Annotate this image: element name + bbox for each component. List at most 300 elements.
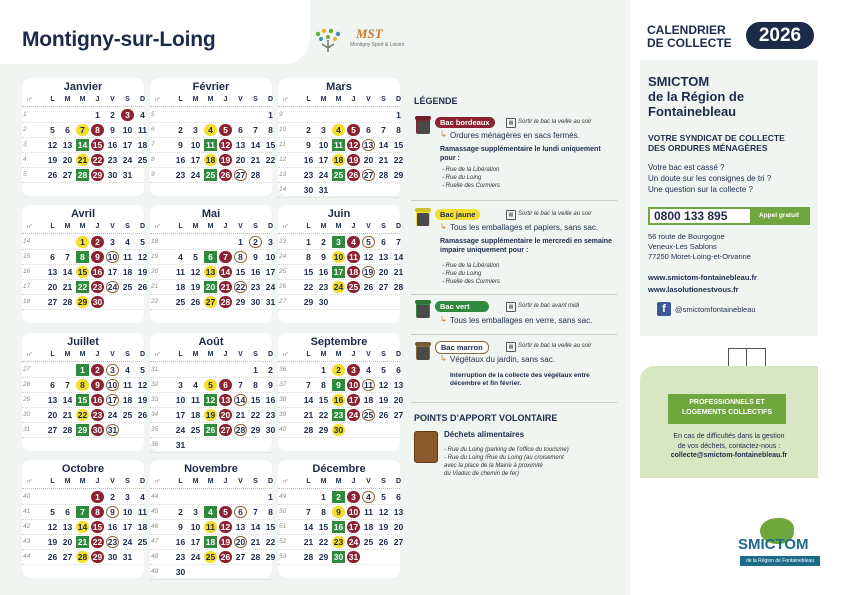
day-cell: 22	[303, 282, 314, 292]
day-cell: 15	[77, 395, 88, 405]
day-cell: 24	[107, 282, 118, 292]
week-row	[278, 535, 404, 550]
day-cell: 30	[333, 552, 344, 562]
day-cell: 14	[77, 522, 88, 532]
day-cell: 18	[333, 155, 344, 165]
week-row	[22, 138, 148, 153]
day-cell: 15	[77, 267, 88, 277]
day-cell: 2	[332, 364, 345, 376]
divider	[411, 334, 617, 335]
weekday-header	[278, 351, 400, 362]
day-cell: 6	[204, 251, 217, 263]
day-cell: 21	[220, 282, 231, 292]
day-cell: 23	[175, 552, 186, 562]
weekday-label: V	[366, 96, 371, 103]
day-cell: 15	[265, 522, 276, 532]
day-cell: 26	[205, 425, 216, 435]
week-number: 14	[279, 186, 287, 193]
week-row	[278, 393, 404, 408]
week-number: 1	[23, 111, 27, 118]
day-cell: 10	[333, 252, 344, 262]
day-cell: 23	[318, 282, 329, 292]
apport-title: POINTS D’APPORT VOLONTAIRE	[414, 413, 558, 423]
week-row	[278, 423, 400, 438]
day-cell: 12	[47, 522, 58, 532]
day-cell: 30	[318, 297, 329, 307]
page-title: Montigny-sur-Loing	[22, 28, 216, 51]
weekday-label: n°	[282, 224, 289, 230]
day-cell: 28	[250, 170, 261, 180]
day-cell: 13	[47, 267, 58, 277]
day-cell: 28	[235, 425, 246, 435]
day-cell: 16	[92, 395, 103, 405]
day-cell: 29	[303, 297, 314, 307]
day-cell: 30	[107, 552, 118, 562]
day-cell: 18	[205, 155, 216, 165]
week-number: 17	[23, 283, 31, 290]
day-cell: 5	[219, 124, 232, 136]
day-cell: 20	[363, 155, 374, 165]
day-cell: 9	[306, 140, 311, 150]
week-row	[22, 250, 148, 265]
day-cell: 8	[321, 380, 326, 390]
day-cell: 9	[91, 251, 104, 263]
month-name: Mai	[201, 208, 221, 220]
day-cell: 17	[265, 267, 276, 277]
weekday-label: n°	[26, 97, 33, 103]
month-card	[278, 460, 404, 578]
day-cell: 31	[265, 297, 276, 307]
week-row	[150, 423, 276, 438]
weekday-label: L	[306, 478, 311, 485]
arrow-icon: ↳	[440, 130, 447, 139]
weekday-label: S	[253, 96, 258, 103]
legend-pill-jaune: Bac jaune	[435, 209, 480, 220]
day-cell: 23	[92, 282, 103, 292]
week-number: 40	[23, 493, 31, 500]
smictom-tagline-1: VOTRE SYNDICAT DE COLLECTE	[648, 133, 785, 143]
day-cell: 7	[76, 124, 89, 136]
day-cell: 12	[348, 140, 359, 150]
day-cell: 9	[178, 522, 183, 532]
day-cell: 3	[110, 237, 115, 247]
street-2: - Rue du Loing	[442, 271, 482, 277]
facebook-handle[interactable]: @smictomfontainebleau	[675, 305, 756, 314]
day-cell: 30	[92, 425, 103, 435]
day-cell: 15	[318, 395, 329, 405]
week-row	[278, 363, 400, 378]
weekday-label: V	[110, 223, 115, 230]
weekday-label: J	[223, 96, 228, 103]
calendar-icon: ▦	[506, 302, 516, 312]
week-row	[278, 550, 400, 565]
day-cell: 29	[393, 170, 404, 180]
month-card	[22, 205, 148, 323]
weekday-label: M	[320, 223, 327, 230]
day-cell: 29	[235, 297, 246, 307]
day-cell: 23	[107, 537, 118, 547]
week-row	[22, 295, 144, 310]
week-number: 32	[151, 381, 159, 388]
week-row	[278, 265, 404, 280]
week-number: 11	[279, 141, 286, 148]
weekday-label: L	[306, 96, 311, 103]
day-cell: 9	[332, 379, 345, 391]
day-cell: 11	[123, 380, 132, 390]
day-cell: 11	[176, 267, 185, 277]
weekday-label: M	[207, 96, 214, 103]
week-row	[150, 490, 272, 505]
weekday-header	[150, 351, 272, 362]
day-cell: 15	[92, 140, 103, 150]
day-cell: 1	[321, 365, 326, 375]
smictom-tagline	[648, 133, 785, 153]
day-cell: 20	[220, 410, 231, 420]
weekday-label: M	[207, 223, 214, 230]
weekday-label: D	[395, 223, 402, 230]
weekday-header	[278, 96, 400, 107]
day-cell: 10	[107, 252, 118, 262]
day-cell: 24	[348, 537, 359, 547]
legend-desc-marron: Végétaux du jardin, sans sac.	[450, 355, 555, 364]
day-cell: 14	[62, 395, 73, 405]
day-cell: 24	[107, 410, 118, 420]
day-cell: 11	[364, 507, 373, 517]
week-number: 22	[151, 298, 159, 305]
day-cell: 27	[62, 170, 73, 180]
day-cell: 24	[175, 425, 186, 435]
day-cell: 19	[205, 410, 216, 420]
week-row	[278, 505, 404, 520]
apport-line-1: - Rue du Loing (parking de l’office du tourisme)	[444, 447, 569, 453]
weekday-label: M	[79, 96, 86, 103]
divider	[411, 294, 617, 295]
day-cell: 16	[92, 267, 103, 277]
weekday-label: L	[50, 96, 55, 103]
day-cell: 1	[396, 110, 401, 120]
day-cell: 20	[378, 267, 389, 277]
weekday-label: J	[95, 478, 100, 485]
day-cell: 8	[306, 252, 311, 262]
address-line-2: Veneux-Les Sablons	[648, 242, 717, 251]
week-row	[22, 363, 144, 378]
day-cell: 6	[65, 507, 70, 517]
day-cell: 3	[347, 364, 360, 376]
day-cell: 22	[92, 537, 103, 547]
month-card	[278, 205, 404, 323]
day-cell: 23	[92, 410, 103, 420]
day-cell: 8	[76, 251, 89, 263]
calendar-icon: ▦	[506, 118, 516, 128]
week-row	[278, 183, 400, 198]
month-name: Juillet	[67, 336, 99, 348]
apport-line-3: avec la place de la Mairie à proximité	[444, 463, 543, 469]
day-cell: 21	[77, 155, 88, 165]
day-cell: 11	[206, 140, 215, 150]
facebook-icon[interactable]: f	[657, 302, 671, 316]
week-row	[278, 280, 404, 295]
week-number: 44	[151, 493, 159, 500]
weekday-label: D	[395, 96, 402, 103]
weekday-label: L	[306, 223, 311, 230]
day-cell: 18	[205, 537, 216, 547]
green-bin-icon	[416, 302, 430, 318]
bordeaux-bin-icon	[416, 118, 430, 134]
weekday-label: D	[139, 223, 146, 230]
day-cell: 28	[250, 552, 261, 562]
pro-text-2: de vos déchets, contactez-nous :	[677, 442, 781, 450]
day-cell: 22	[318, 410, 329, 420]
weekday-label: D	[395, 478, 402, 485]
day-cell: 18	[122, 395, 133, 405]
day-cell: 20	[62, 537, 73, 547]
weekday-label: V	[238, 351, 243, 358]
day-cell: 15	[318, 522, 329, 532]
day-cell: 10	[265, 252, 276, 262]
weekday-label: D	[267, 351, 274, 358]
day-cell: 29	[92, 552, 103, 562]
day-cell: 28	[62, 297, 73, 307]
day-cell: 19	[137, 395, 148, 405]
weekday-label: S	[253, 351, 258, 358]
day-cell: 22	[318, 537, 329, 547]
partner-logo-text: MST	[356, 26, 383, 41]
day-cell: 26	[47, 552, 58, 562]
month-card	[278, 78, 404, 196]
weekday-label: J	[223, 478, 228, 485]
day-cell: 1	[95, 110, 100, 120]
day-cell: 23	[333, 537, 344, 547]
pro-banner	[668, 394, 786, 424]
day-cell: 14	[393, 252, 404, 262]
month-card	[150, 205, 276, 323]
calendar-heading	[647, 24, 732, 50]
week-row	[278, 250, 404, 265]
week-number: 27	[23, 366, 31, 373]
weekday-label: M	[207, 351, 214, 358]
day-cell: 24	[122, 155, 133, 165]
day-cell: 29	[250, 425, 261, 435]
legend-title: LÉGENDE	[414, 96, 458, 106]
day-cell: 17	[175, 410, 186, 420]
day-cell: 9	[321, 252, 326, 262]
day-cell: 4	[125, 237, 130, 247]
pro-email[interactable]: collecte@smictom-fontainebleau.fr	[670, 452, 788, 459]
websites	[648, 272, 757, 296]
week-number: 52	[279, 538, 287, 545]
weekday-label: J	[95, 223, 100, 230]
month-name: Septembre	[310, 336, 368, 348]
month-card	[22, 333, 148, 451]
day-cell: 22	[235, 282, 246, 292]
week-row	[150, 235, 272, 250]
week-row	[22, 505, 147, 520]
day-cell: 20	[235, 537, 246, 547]
day-cell: 7	[65, 252, 70, 262]
day-cell: 3	[106, 364, 119, 376]
day-cell: 1	[268, 110, 273, 120]
day-cell: 5	[50, 507, 55, 517]
weekday-label: M	[192, 478, 199, 485]
weekday-label: S	[125, 96, 130, 103]
legend-desc-vert: Tous les emballages en verre, sans sac.	[450, 316, 593, 325]
week-row	[22, 123, 147, 138]
day-cell: 10	[190, 140, 201, 150]
day-cell: 7	[253, 125, 258, 135]
street-1: - Rue de la Libération	[442, 263, 500, 269]
day-cell: 27	[205, 297, 216, 307]
day-cell: 25	[205, 552, 216, 562]
day-cell: 11	[364, 380, 373, 390]
day-cell: 5	[193, 252, 198, 262]
weekday-label: L	[50, 223, 55, 230]
month-name: Juin	[327, 208, 351, 220]
day-cell: 1	[253, 365, 258, 375]
weekday-label: V	[238, 223, 243, 230]
day-cell: 16	[318, 267, 329, 277]
day-cell: 25	[190, 425, 201, 435]
week-number: 49	[279, 493, 287, 500]
calendar-heading-line-1: CALENDRIER	[647, 23, 726, 37]
day-cell: 19	[137, 267, 148, 277]
day-cell: 13	[62, 140, 73, 150]
day-cell: 8	[321, 507, 326, 517]
calendar-heading-line-2: DE COLLECTE	[647, 36, 732, 50]
weekday-label: V	[366, 478, 371, 485]
day-cell: 3	[178, 380, 183, 390]
smictom-logo-text: SMICTOM	[738, 536, 809, 553]
day-cell: 28	[393, 282, 404, 292]
weekday-label: L	[178, 478, 183, 485]
day-cell: 21	[378, 155, 389, 165]
weekday-label: D	[267, 478, 274, 485]
week-row	[22, 378, 148, 393]
day-cell: 2	[332, 491, 345, 503]
day-cell: 17	[348, 522, 359, 532]
day-cell: 5	[362, 236, 375, 248]
week-number: 30	[23, 411, 31, 418]
day-cell: 28	[378, 170, 389, 180]
day-cell: 4	[178, 252, 183, 262]
week-number: 38	[279, 396, 287, 403]
day-cell: 21	[77, 537, 88, 547]
week-number: 10	[279, 126, 287, 133]
website-link-1[interactable]: www.smictom-fontainebleau.fr	[648, 273, 757, 282]
weekday-label: M	[64, 96, 71, 103]
day-cell: 3	[268, 237, 273, 247]
phone-box[interactable]	[648, 207, 810, 225]
day-cell: 3	[193, 125, 198, 135]
week-row	[22, 423, 144, 438]
street-1: - Rue de la Libération	[442, 167, 500, 173]
year-badge: 2026	[746, 22, 814, 49]
weekday-label: M	[320, 351, 327, 358]
week-row	[150, 250, 276, 265]
day-cell: 4	[366, 365, 371, 375]
day-cell: 25	[137, 537, 148, 547]
weekday-label: D	[267, 96, 274, 103]
week-number: 24	[279, 253, 287, 260]
weekday-label: V	[110, 96, 115, 103]
day-cell: 6	[238, 125, 243, 135]
website-link-2[interactable]: www.lasolutionestvous.fr	[648, 285, 739, 294]
day-cell: 14	[220, 267, 231, 277]
month-name: Avril	[70, 208, 96, 220]
day-cell: 1	[268, 492, 273, 502]
day-cell: 21	[62, 282, 73, 292]
weekday-header	[22, 96, 144, 107]
day-cell: 10	[318, 140, 329, 150]
week-number: 33	[151, 396, 159, 403]
day-cell: 15	[303, 267, 314, 277]
day-cell: 6	[396, 365, 401, 375]
day-cell: 23	[175, 170, 186, 180]
week-number: 29	[23, 396, 31, 403]
day-cell: 28	[303, 425, 314, 435]
day-cell: 12	[137, 380, 148, 390]
week-number: 26	[279, 283, 287, 290]
weekday-label: D	[267, 223, 274, 230]
phone-number[interactable]: 0800 133 895	[654, 209, 728, 223]
day-cell: 21	[393, 267, 404, 277]
day-cell: 6	[50, 380, 55, 390]
week-number: 9	[151, 171, 155, 178]
day-cell: 13	[393, 380, 404, 390]
weekday-label: n°	[282, 97, 289, 103]
weekday-label: J	[351, 478, 356, 485]
day-cell: 25	[137, 155, 148, 165]
day-cell: 18	[122, 267, 133, 277]
weekday-label: S	[125, 223, 130, 230]
day-cell: 10	[122, 507, 133, 517]
week-row	[278, 408, 404, 423]
day-cell: 14	[303, 395, 314, 405]
pro-banner-2: LOGEMENTS COLLECTIFS	[681, 409, 773, 416]
week-number: 31	[151, 366, 159, 373]
day-cell: 24	[333, 282, 344, 292]
day-cell: 5	[140, 365, 145, 375]
day-cell: 17	[348, 395, 359, 405]
day-cell: 22	[92, 155, 103, 165]
week-number: 23	[279, 238, 287, 245]
day-cell: 14	[250, 140, 261, 150]
day-cell: 16	[303, 155, 314, 165]
day-cell: 14	[378, 140, 389, 150]
partner-logo	[350, 26, 405, 56]
day-cell: 4	[204, 124, 217, 136]
day-cell: 6	[366, 125, 371, 135]
month-name: Octobre	[61, 463, 105, 475]
day-cell: 18	[137, 140, 148, 150]
month-card	[22, 78, 148, 196]
weekday-header	[150, 478, 272, 489]
legend-extra-marron: Interruption de la collecte des végétaux entre décembre et fin février.	[450, 372, 590, 387]
day-cell: 6	[234, 506, 247, 518]
month-name: Décembre	[312, 463, 366, 475]
day-cell: 25	[363, 410, 374, 420]
week-number: 36	[279, 366, 287, 373]
week-number: 16	[23, 268, 31, 275]
day-cell: 16	[250, 267, 261, 277]
day-cell: 2	[268, 365, 273, 375]
smictom-logo	[738, 518, 820, 578]
day-cell: 8	[396, 125, 401, 135]
day-cell: 10	[348, 380, 359, 390]
month-name: Août	[198, 336, 224, 348]
day-cell: 16	[333, 522, 344, 532]
day-cell: 30	[175, 567, 186, 577]
day-cell: 2	[110, 492, 115, 502]
